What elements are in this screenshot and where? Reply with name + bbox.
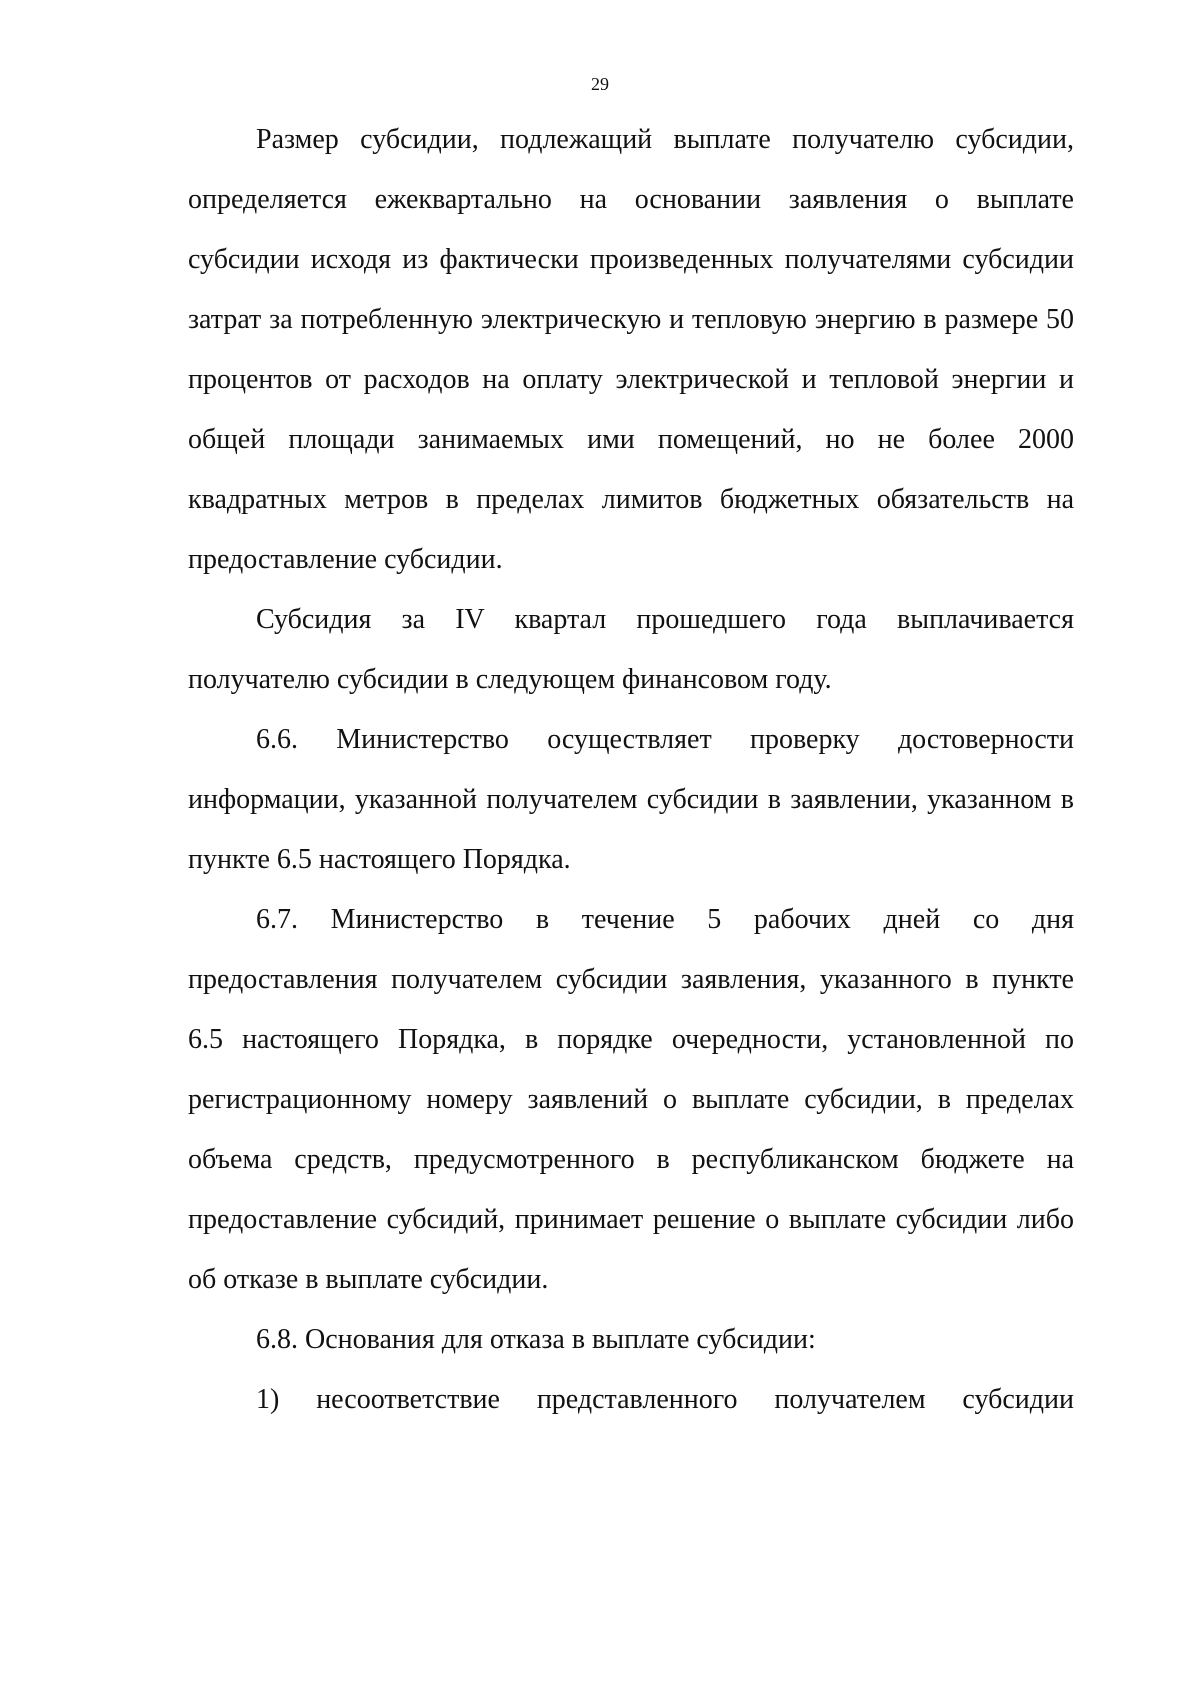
text-line: 6.7. Министерство в течение 5 рабочих дней со дня xyxy=(256,904,1074,935)
text-line: квадратных метров в пределах лимитов бюджетных обязательств на xyxy=(188,484,1074,515)
text-line: предоставление субсидий, принимает решение о выплате субсидии либо xyxy=(188,1204,1074,1235)
text-line: 6.8. Основания для отказа в выплате субсидии: xyxy=(256,1324,816,1355)
text-line: затрат за потребленную электрическую и тепловую энергию в размере 50 xyxy=(188,304,1074,335)
page-number: 29 xyxy=(591,74,609,94)
text-line: определяется ежеквартально на основании заявления о выплате xyxy=(188,184,1074,215)
text-line: пункте 6.5 настоящего Порядка. xyxy=(188,844,571,875)
text-line: об отказе в выплате субсидии. xyxy=(188,1264,549,1295)
text-line: объема средств, предусмотренного в республиканском бюджете на xyxy=(188,1144,1074,1175)
text-line: Субсидия за IV квартал прошедшего года выплачивается xyxy=(256,604,1074,635)
text-line: субсидии исходя из фактически произведенных получателями субсидии xyxy=(188,244,1074,275)
text-line: общей площади занимаемых ими помещений, но не более 2000 xyxy=(188,424,1074,455)
text-line: Размер субсидии, подлежащий выплате получателю субсидии, xyxy=(256,124,1074,155)
text-line: 6.6. Министерство осуществляет проверку достоверности xyxy=(256,724,1074,755)
text-line: информации, указанной получателем субсидии в заявлении, указанном в xyxy=(188,784,1074,815)
text-line: процентов от расходов на оплату электрической и тепловой энергии и xyxy=(188,364,1074,395)
text-line: 1) несоответствие представленного получателем субсидии xyxy=(256,1384,1074,1415)
text-line: предоставление субсидии. xyxy=(188,544,503,575)
text-line: 6.5 настоящего Порядка, в порядке очередности, установленной по xyxy=(188,1024,1074,1055)
text-line: предоставления получателем субсидии заявления, указанного в пункте xyxy=(188,964,1074,995)
text-line: получателю субсидии в следующем финансовом году. xyxy=(188,664,832,695)
text-line: регистрационному номеру заявлений о выплате субсидии, в пределах xyxy=(188,1084,1074,1115)
